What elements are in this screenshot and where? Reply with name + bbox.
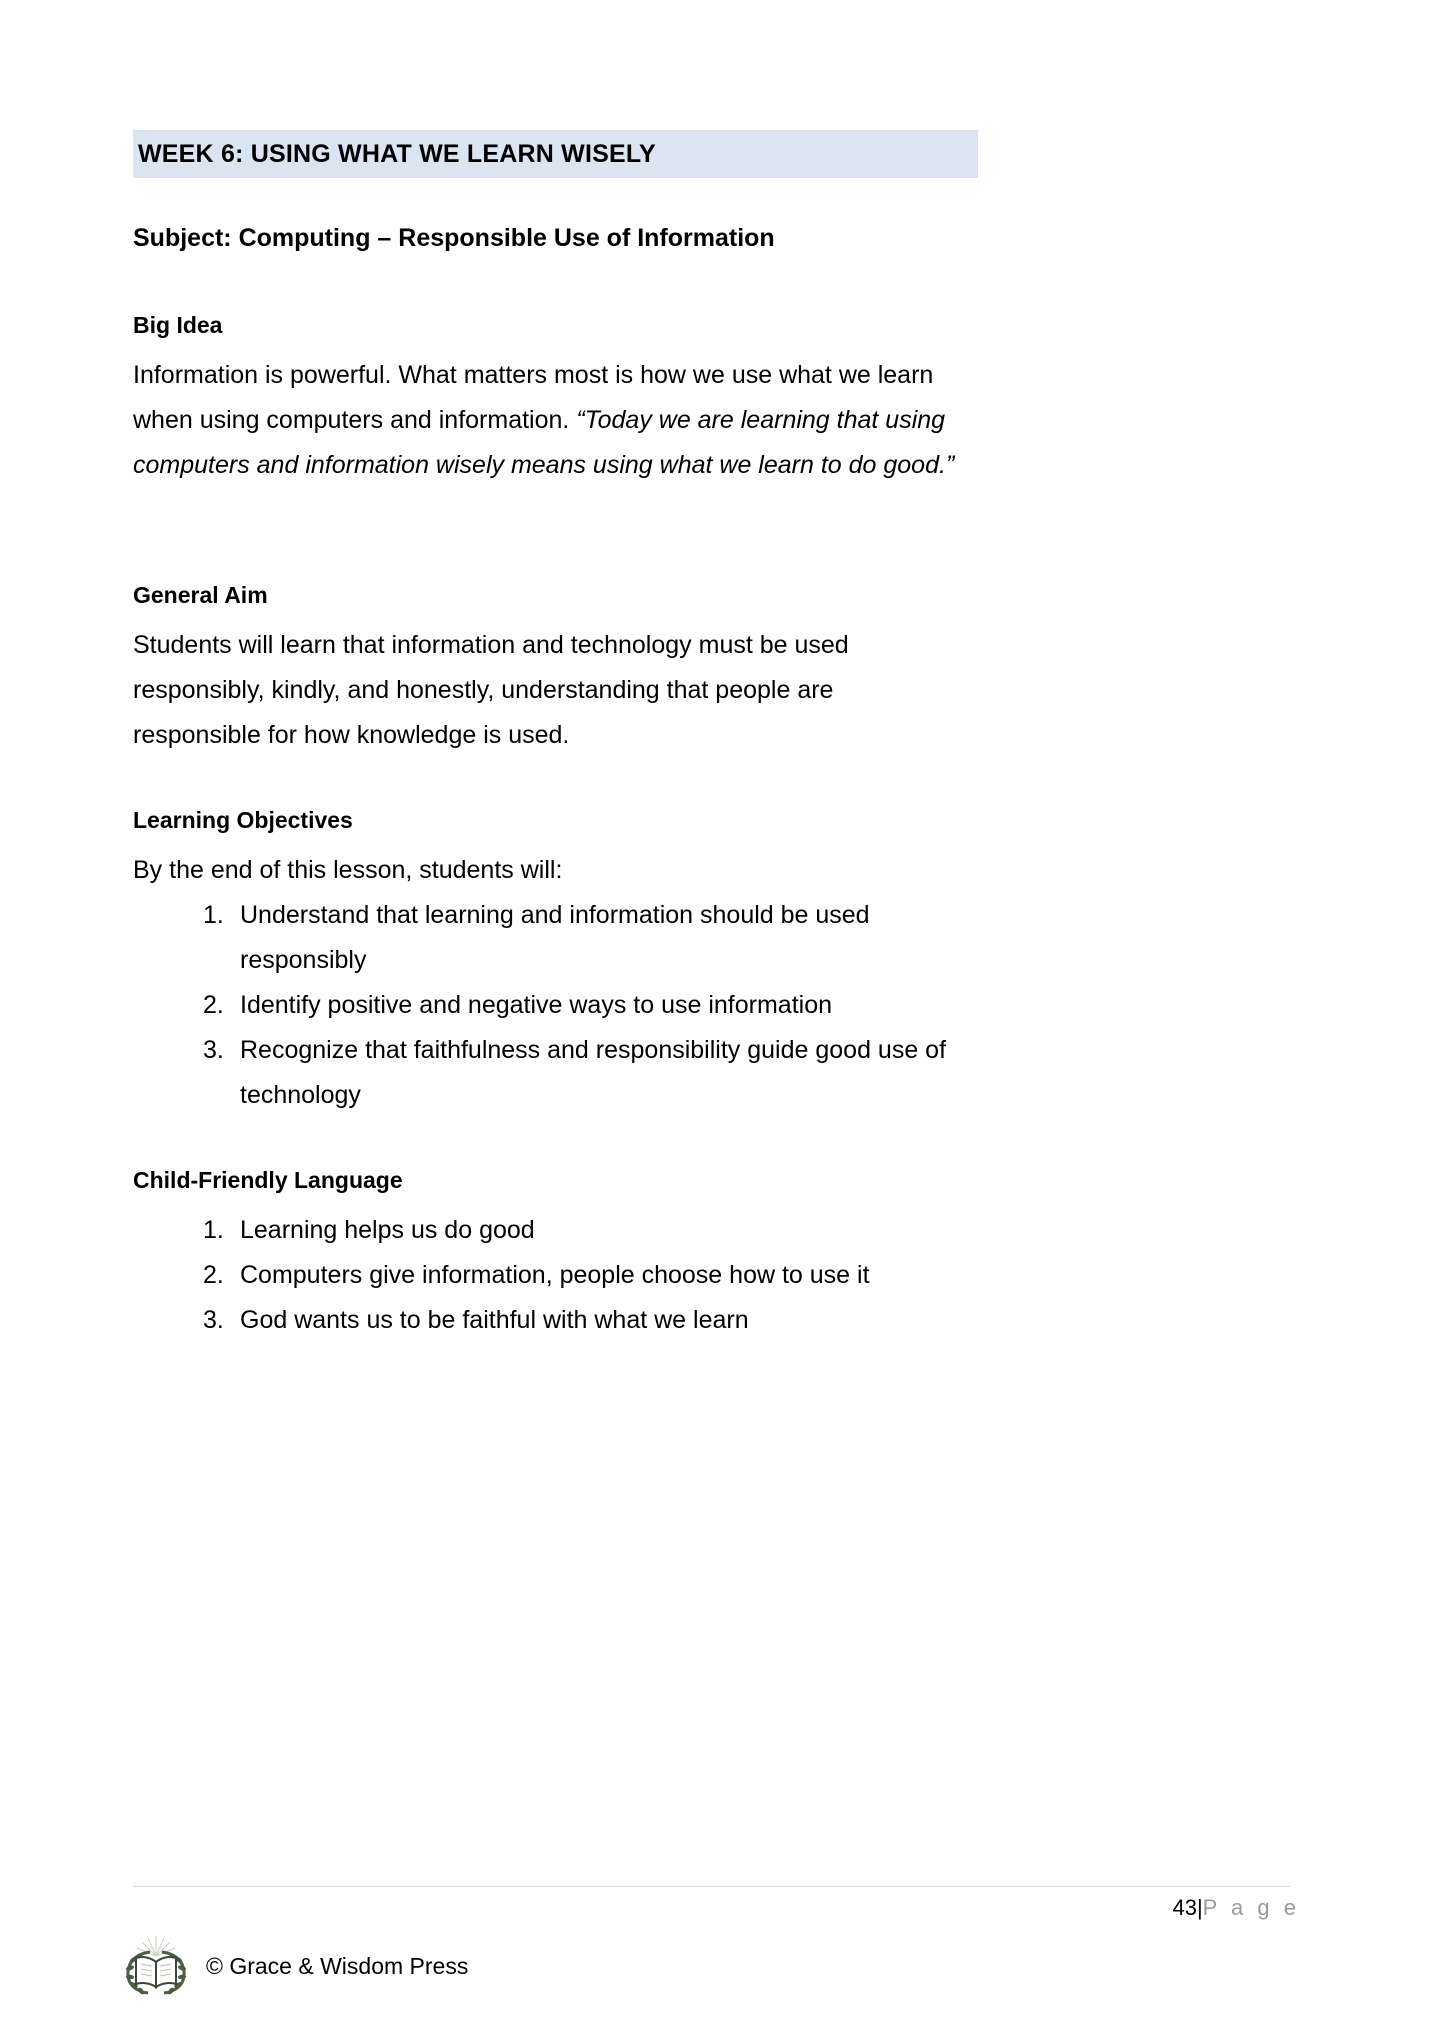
section-heading-child-friendly-language: Child-Friendly Language: [133, 1167, 403, 1193]
list-item: Computers give information, people choose how to use it: [240, 1261, 870, 1290]
grace-and-wisdom-press-logo-icon: [120, 1930, 192, 2002]
page-number-separator: |: [1196, 1895, 1203, 1920]
page-number-value: 43: [1172, 1895, 1197, 1920]
learning-objectives-list: [133, 893, 993, 1118]
section-heading-learning-objectives: Learning Objectives: [133, 807, 353, 833]
list-item: Understand that learning and information should be used responsibly: [240, 901, 870, 975]
copyright-text: © Grace & Wisdom Press: [206, 1952, 469, 1979]
list-item: God wants us to be faithful with what we learn: [240, 1306, 749, 1335]
banner-title: WEEK 6: USING WHAT WE LEARN WISELY: [138, 139, 656, 168]
footer-brand: [120, 1930, 468, 2002]
section-learning-objectives: [133, 805, 993, 1118]
list-item: Learning helps us do good: [240, 1216, 535, 1245]
week-banner: [133, 130, 978, 178]
list-item: Identify positive and negative ways to use information: [240, 991, 833, 1020]
learning-objectives-intro: By the end of this lesson, students will:: [133, 856, 563, 885]
subject-line: Subject: Computing – Responsible Use of Information: [133, 224, 775, 252]
big-idea-paragraph: [133, 353, 978, 488]
big-idea-plain-text: Information is powerful. What matters most is how we use what we learn when using computers and information.: [133, 361, 934, 435]
general-aim-paragraph: Students will learn that information and technology must be used responsibly, kindly, and honestly, understanding that people are responsible for how knowledge is used.: [133, 631, 849, 750]
section-heading-general-aim: General Aim: [133, 582, 268, 608]
child-friendly-language-list: [133, 1208, 993, 1343]
page-number-word: P a g e: [1202, 1895, 1300, 1920]
section-general-aim: [133, 580, 993, 758]
list-item: Recognize that faithfulness and responsibility guide good use of technology: [240, 1036, 947, 1110]
section-big-idea: [133, 310, 993, 488]
footer-divider: [133, 1886, 1290, 1887]
section-child-friendly-language: [133, 1165, 993, 1343]
section-heading-big-idea: Big Idea: [133, 312, 223, 338]
big-idea-quote-text: “Today we are learning that using computers and information wisely means using what we learn to do good.”: [133, 406, 955, 480]
page-number: [1172, 1895, 1300, 1921]
